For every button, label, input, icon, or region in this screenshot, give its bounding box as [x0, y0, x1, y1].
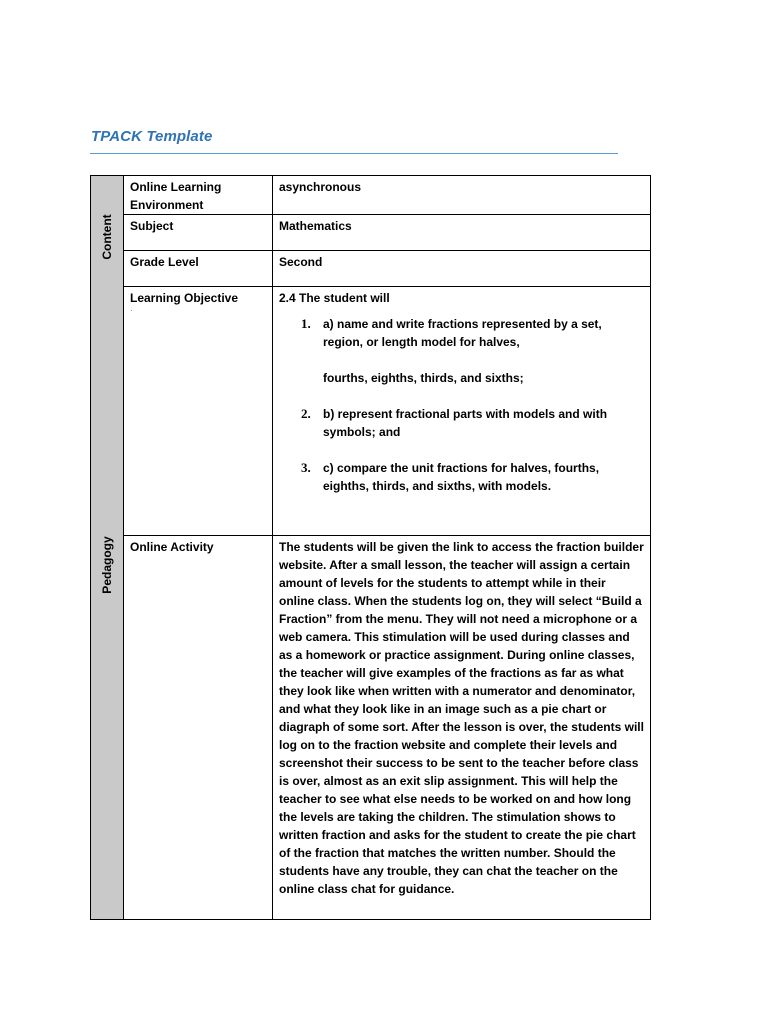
activity-label: Online Activity	[124, 536, 273, 920]
objective-item-number: 2.	[301, 406, 311, 421]
objective-item-text: a) name and write fractions represented by a set, region, or length model for halves,	[323, 317, 602, 349]
row-objective	[91, 287, 651, 536]
pedagogy-side-cell	[91, 536, 124, 920]
objective-item	[279, 459, 644, 495]
objective-item-text: c) compare the unit fractions for halves, fourths, eighths, thirds, and sixths, with models.	[323, 461, 600, 493]
objective-item	[279, 405, 644, 441]
grade-label: Grade Level	[124, 251, 273, 287]
list-spacer	[279, 387, 644, 405]
document-title: TPACK Template	[91, 128, 213, 145]
content-side-cell	[91, 176, 124, 536]
environment-value: asynchronous	[273, 176, 651, 215]
objective-item-number: 1.	[301, 316, 311, 331]
objective-cell	[273, 287, 651, 536]
environment-label: Online Learning Environment	[124, 176, 273, 215]
pedagogy-section-label: Pedagogy	[100, 535, 114, 594]
objective-item-text: b) represent fractional parts with models and with symbols; and	[323, 407, 608, 439]
list-spacer	[279, 441, 644, 459]
row-environment	[91, 176, 651, 215]
objective-list	[279, 315, 644, 495]
bullet-mark: ·	[130, 306, 133, 315]
subject-label: Subject	[124, 215, 273, 251]
subject-value: Mathematics	[273, 215, 651, 251]
grade-value: Second	[273, 251, 651, 287]
content-section-label: Content	[100, 214, 114, 260]
objective-intro: 2.4 The student will	[279, 291, 390, 305]
activity-text: The students will be given the link to access the fraction builder website. After a small lesson, the teacher will assign a certain amount of levels for the students to attempt while in their online class. When the students log on, they will select “Build a Fraction” from the menu. They will not need a microphone or a web camera. This stimulation will be used during classes and as a homework or practice assignment. During online classes, the teacher will give examples of the fractions as far as what they look like when written with a numerator and denominator, and what they look like in an image such as a pie chart or diagraph of some sort. After the lesson is over, the students will log on to the fraction website and complete their levels and screenshot their success to be sent to the teacher before class is over, almost as an exit slip assignment. This will help the teacher to see what else needs to be worked on and how long the levels are taking the children. The stimulation shows to written fraction and asks for the student to create the pie chart of the fraction that matches the written number. Should the students have any trouble, they can chat the teacher on the online class chat for guidance.	[273, 536, 651, 920]
row-grade	[91, 251, 651, 287]
objective-label: Learning Objective	[130, 291, 239, 305]
objective-item-number: 3.	[301, 460, 311, 475]
row-activity	[91, 536, 651, 920]
list-spacer	[279, 351, 644, 369]
row-subject	[91, 215, 651, 251]
objective-item	[279, 315, 644, 351]
objective-item-continuation: fourths, eighths, thirds, and sixths;	[323, 371, 524, 385]
title-underline	[90, 153, 618, 154]
tpack-table	[90, 175, 651, 920]
objective-label-cell	[124, 287, 273, 536]
